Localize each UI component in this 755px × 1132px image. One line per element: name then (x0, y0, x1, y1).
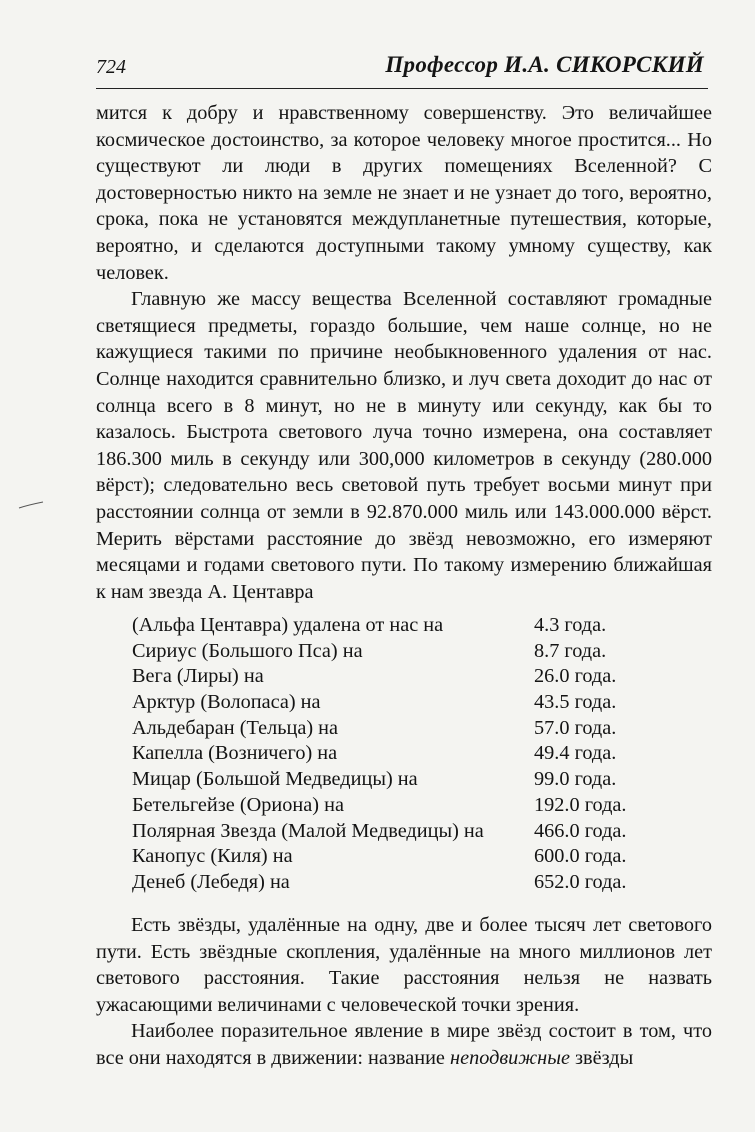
star-name: Альдебаран (Тельца) на (132, 716, 339, 739)
star-name: Сириус (Большого Пса) на (132, 639, 363, 662)
paragraph-clusters: Есть звёзды, удалённые на одну, две и более тысяч лет светового пути. Есть звёздные скопления, удалённые на много миллионов лет светового расстояния. Такие расстояния нельзя не назвать ужасающими величинами с человеческой точки зрения. (96, 914, 712, 1016)
star-distance: 600.0 года. (534, 845, 627, 868)
star-row (132, 742, 626, 768)
star-row (132, 871, 626, 897)
star-distance: 652.0 года. (534, 870, 627, 893)
star-distance: 26.0 года. (534, 665, 617, 688)
star-distance: 99.0 года. (534, 768, 617, 791)
star-row (132, 640, 626, 666)
star-row (132, 691, 626, 717)
star-name: Капелла (Возничего) на (132, 742, 338, 765)
emphasized-word: неподвижные (450, 1046, 570, 1069)
star-name: Канопус (Киля) на (132, 845, 293, 868)
star-distance: 57.0 года. (534, 716, 617, 739)
star-name: Полярная Звезда (Малой Медведицы) на (132, 819, 484, 842)
star-name: Вега (Лиры) на (132, 665, 264, 688)
paragraph-light-speed: Главную же массу вещества Вселенной составляют громадные светящиеся предметы, гораздо большие, чем наше солнце, но не кажущиеся такими по причине необыкновенного удаления от нас. Солнце находится сравнительно близко, и луч света доходит до нас от солнца всего в 8 минут, но не в минуту или секунду, как бы то казалось. Быстрота светового луча точно измерена, она составляет 186.300 миль в секунду или 300,000 километров в секунду (280.000 вёрст); следовательно весь световой путь требует восьми минут при расстоянии солнца от земли в 92.870.000 миль или 143.000.000 вёрст. Мерить вёрстами расстояние до звёзд невозможно, его измеряют месяцами и годами светового пути. По такому измерению ближайшая к нам звезда А. Центавра (96, 288, 712, 603)
page-number: 724 (96, 56, 126, 78)
star-row (132, 717, 626, 743)
text-run: звёзды (569, 1046, 634, 1069)
star-name: Арктур (Волопаса) на (132, 691, 321, 714)
running-header (96, 52, 708, 89)
text-run: Наиболее поразительное явление в мире звёзд состоит в том, что все они находятся в движении: название (96, 1020, 712, 1069)
star-distance-table (132, 614, 626, 897)
star-distance: 4.3 года. (534, 614, 607, 636)
body-text-bottom (96, 912, 712, 1072)
star-distance: 43.5 года. (534, 691, 617, 714)
star-distance: 466.0 года. (534, 819, 627, 842)
paragraph-continuation: мится к добру и нравственному совершенству. Это величайшее космическое достоинство, за которое человеку многое простится... Но существуют ли люди в других помещениях Вселенной? С достоверностью никто на земле не знает и не узнает до того, вероятно, срока, пока не установятся междупланетные путешествия, которые, вероятно, и сделаются доступными такому умному существу, как человек. (96, 102, 712, 284)
pencil-mark-icon (18, 500, 44, 510)
star-name: Мицар (Большой Медведицы) на (132, 768, 418, 791)
star-distance: 8.7 года. (534, 639, 607, 662)
star-row (132, 614, 626, 640)
star-row (132, 845, 626, 871)
star-name: (Альфа Центавра) удалена от нас на (132, 614, 444, 636)
star-distance: 192.0 года. (534, 793, 627, 816)
body-text-top (96, 100, 712, 605)
star-row (132, 665, 626, 691)
running-title: Профессор И.А. СИКОРСКИЙ (385, 52, 704, 77)
star-row (132, 768, 626, 794)
star-name: Денеб (Лебедя) на (132, 870, 290, 893)
star-row (132, 820, 626, 846)
star-distance: 49.4 года. (534, 742, 617, 765)
star-name: Бетельгейзе (Ориона) на (132, 793, 344, 816)
star-row (132, 794, 626, 820)
paragraph-star-motion (96, 1018, 712, 1071)
